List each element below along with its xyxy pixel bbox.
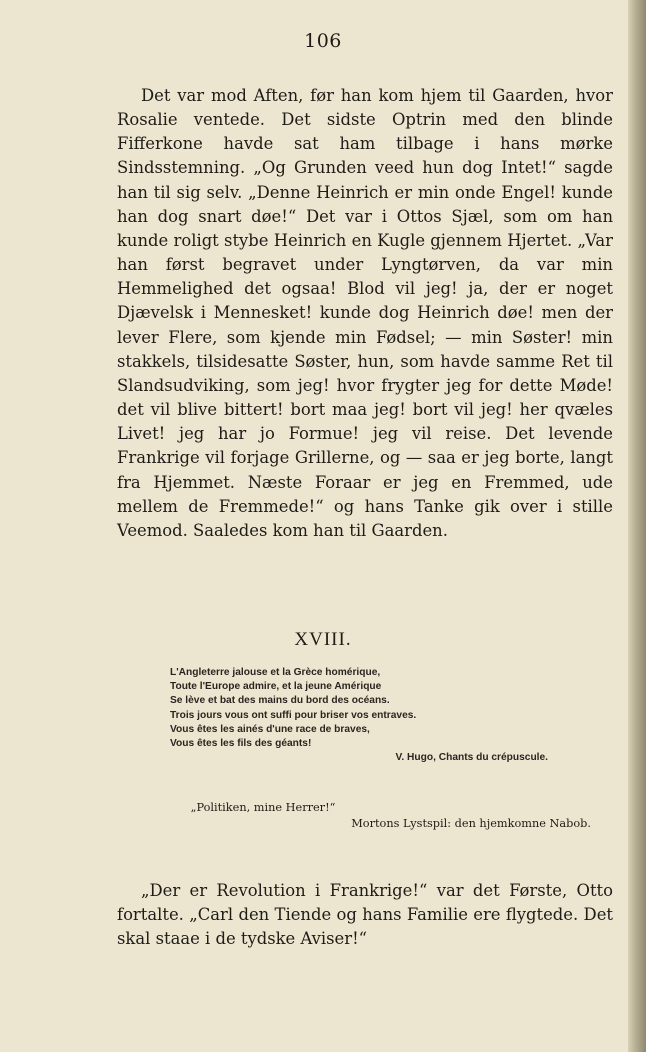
epigraph-line: L'Angleterre jalouse et la Grèce homérique, (170, 667, 381, 678)
epigraph-line: Se lève et bat des mains du bord des océans. (170, 695, 390, 707)
epigraph-danish (0, 800, 646, 831)
body-text-section (117, 84, 613, 543)
epigraph-quote: „Politiken, mine Herrer!“ (190, 801, 336, 814)
epigraph-attribution: Mortons Lystspil: den hjemkomne Nabob. (351, 816, 591, 830)
epigraph-line: Trois jours vous ont suffi pour briser vos entraves. (170, 709, 417, 721)
epigraph-attribution: V. Hugo, Chants du crépuscule. (395, 752, 548, 764)
paragraph: „Der er Revolution i Frankrige!“ var det Første, Otto fortalte. „Carl den Tiende og hans Familie ere flygtede. Det skal staae i de tydske Aviser!“ (117, 881, 613, 949)
epigraph-line: Vous êtes les ainés d'une race de braves, (170, 723, 370, 735)
book-spine-edge (628, 0, 646, 1052)
chapter-heading: XVIII. (294, 629, 352, 650)
body-text-section (117, 879, 613, 951)
epigraph-line: Vous êtes les fils des géants! (170, 738, 312, 750)
epigraph-line: Toute l'Europe admire, et la jeune Amérique (170, 681, 382, 693)
page-number: 106 (304, 30, 342, 52)
paragraph: Det var mod Aften, før han kom hjem til Gaarden, hvor Rosalie ventede. Det sidste Optrin med den blinde Fifferkone havde sat ham tilbage i hans mørke Sindsstemning. „Og Grunden veed hun dog Intet!“ sagde han til sig selv. „Denne Heinrich er min onde Engel! kunde han dog snart døe!“ Det var i Ottos Sjæl, som om han kunde roligt stybe Heinrich en Kugle gjennem Hjertet. „Var han først begravet under Lyngtørven, da var min Hemmelighed det ogsaa! Blod vil jeg! ja, der er noget Djævelsk i Mennesket! kunde dog Heinrich døe! men der lever Flere, som kjende min Fødsel; — min Søster! min stakkels, tilsidesatte Søster, hun, som havde samme Ret til Slandsudviking, som jeg! hvor frygter jeg for dette Møde! det vil blive bittert! bort maa jeg! bort vil jeg! her qvæles Livet! jeg har jo Formue! jeg vil reise. Det levende Frankrige vil forjage Grillerne, og — saa er jeg borte, langt fra Hjemmet. Næste Foraar er jeg en Fremmed, ude mellem de Fremmede!“ og hans Tanke gik over i stille Veemod. Saaledes kom han til Gaarden. (117, 86, 613, 540)
epigraph-french (170, 666, 590, 765)
